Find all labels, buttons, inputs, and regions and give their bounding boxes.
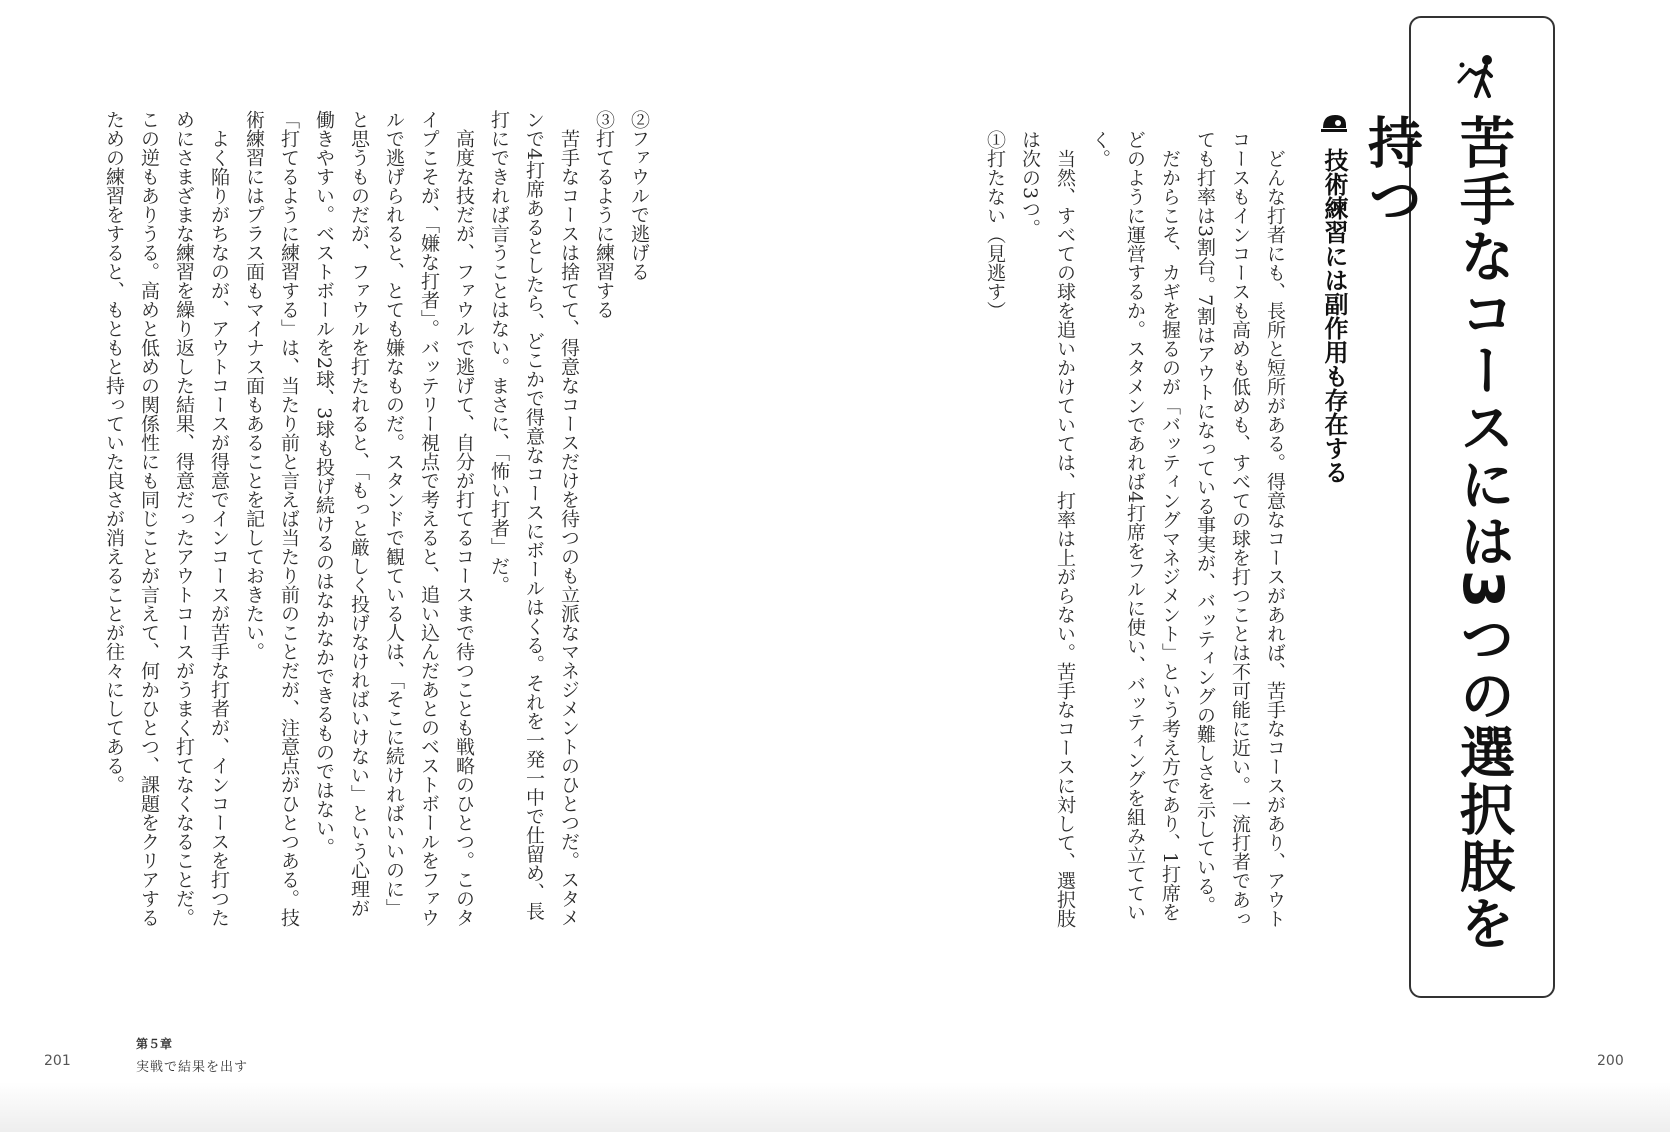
paragraph: よく陥りがちなのが、アウトコースが得意でインコースが苦手な打者が、インコースを打つためにさまざまな練習を繰り返した結果、得意だったアウトコースがうまく打てなくなることだ。この逆もありうる。高めと低めの関係性にも同じことが言えて、何かひとつ、課題をクリアするための練習をすると、もともと持っていた良さが消えることが往々にしてある。 <box>103 110 230 927</box>
chapter-title: 実戦で結果を出す <box>136 1060 249 1075</box>
paragraph: 高度な技だが、ファウルで逃げて、自分が打てるコースまで待つことも戦略のひとつ。このタイプこそが、「嫌な打者」。バッテリー視点で考えると、追い込んだあとのベストボールをファウルで逃げられると、とても嫌なものだ。スタンドで観ている人は、「そこに続ければいいのに」と思うものだが、ファウルを打たれると、「もっと厳しく投げなければいけない」という心理が働きやすい。ベストボールを2球、3球も投げ続けるのはなかなかできるものではない。 <box>313 110 475 927</box>
list-item: ②ファウルで逃げる <box>628 110 650 281</box>
list-item: ①打たない（見逃す） <box>984 130 1006 320</box>
paragraph: だからこそ、カギを握るのが「バッティングマネジメント」という考え方であり、1打席をどのように運営するか。スタメンであれば4打席をフルに使い、バッティングを組み立てていく。 <box>1089 130 1181 922</box>
paragraph: 苦手なコースは捨てて、得意なコースだけを待つのも立派なマネジメントのひとつだ。スタメンで4打席あるとしたら、どこかで得意なコースにボールはくる。それを一発一中で仕留め、長打にできれば言うことはない。まさに、「怖い打者」だ。 <box>488 110 580 927</box>
chapter-label: 第５章 <box>136 1037 173 1051</box>
page-shadow <box>0 1082 1670 1132</box>
left-page-body <box>103 110 656 930</box>
batter-swing-icon <box>1456 52 1508 100</box>
paragraph: どんな打者にも、長所と短所がある。得意なコースがあれば、苦手なコースがあり、アウトコースもインコースも高めも低めも、すべての球を打つことは不可能に近い。一流打者であっても打率は3割台。7割はアウトになっている事実が、バッティングの難しさを示している。 <box>1194 130 1286 928</box>
list-item: ③打てるように練習する <box>593 110 615 319</box>
batting-helmet-icon <box>1320 112 1348 134</box>
paragraph: 「打てるように練習する」は、当たり前と言えば当たり前のことだが、注意点がひとつある。技術練習にはプラス面もマイナス面もあることを記しておきたい。 <box>243 110 300 927</box>
paragraph: 当然、すべての球を追いかけていては、打率は上がらない。苦手なコースに対して、選択肢は次の3つ。 <box>1019 130 1076 928</box>
right-page-body <box>982 130 1292 930</box>
page-number-left: 201 <box>44 1053 71 1069</box>
section-heading: 技術練習には副作用も存在する <box>1320 148 1348 484</box>
title-box <box>1359 16 1555 998</box>
page-number-right: 200 <box>1597 1053 1624 1069</box>
page-title: 苦手なコースには3つの選択肢を持つ <box>1359 114 1515 953</box>
